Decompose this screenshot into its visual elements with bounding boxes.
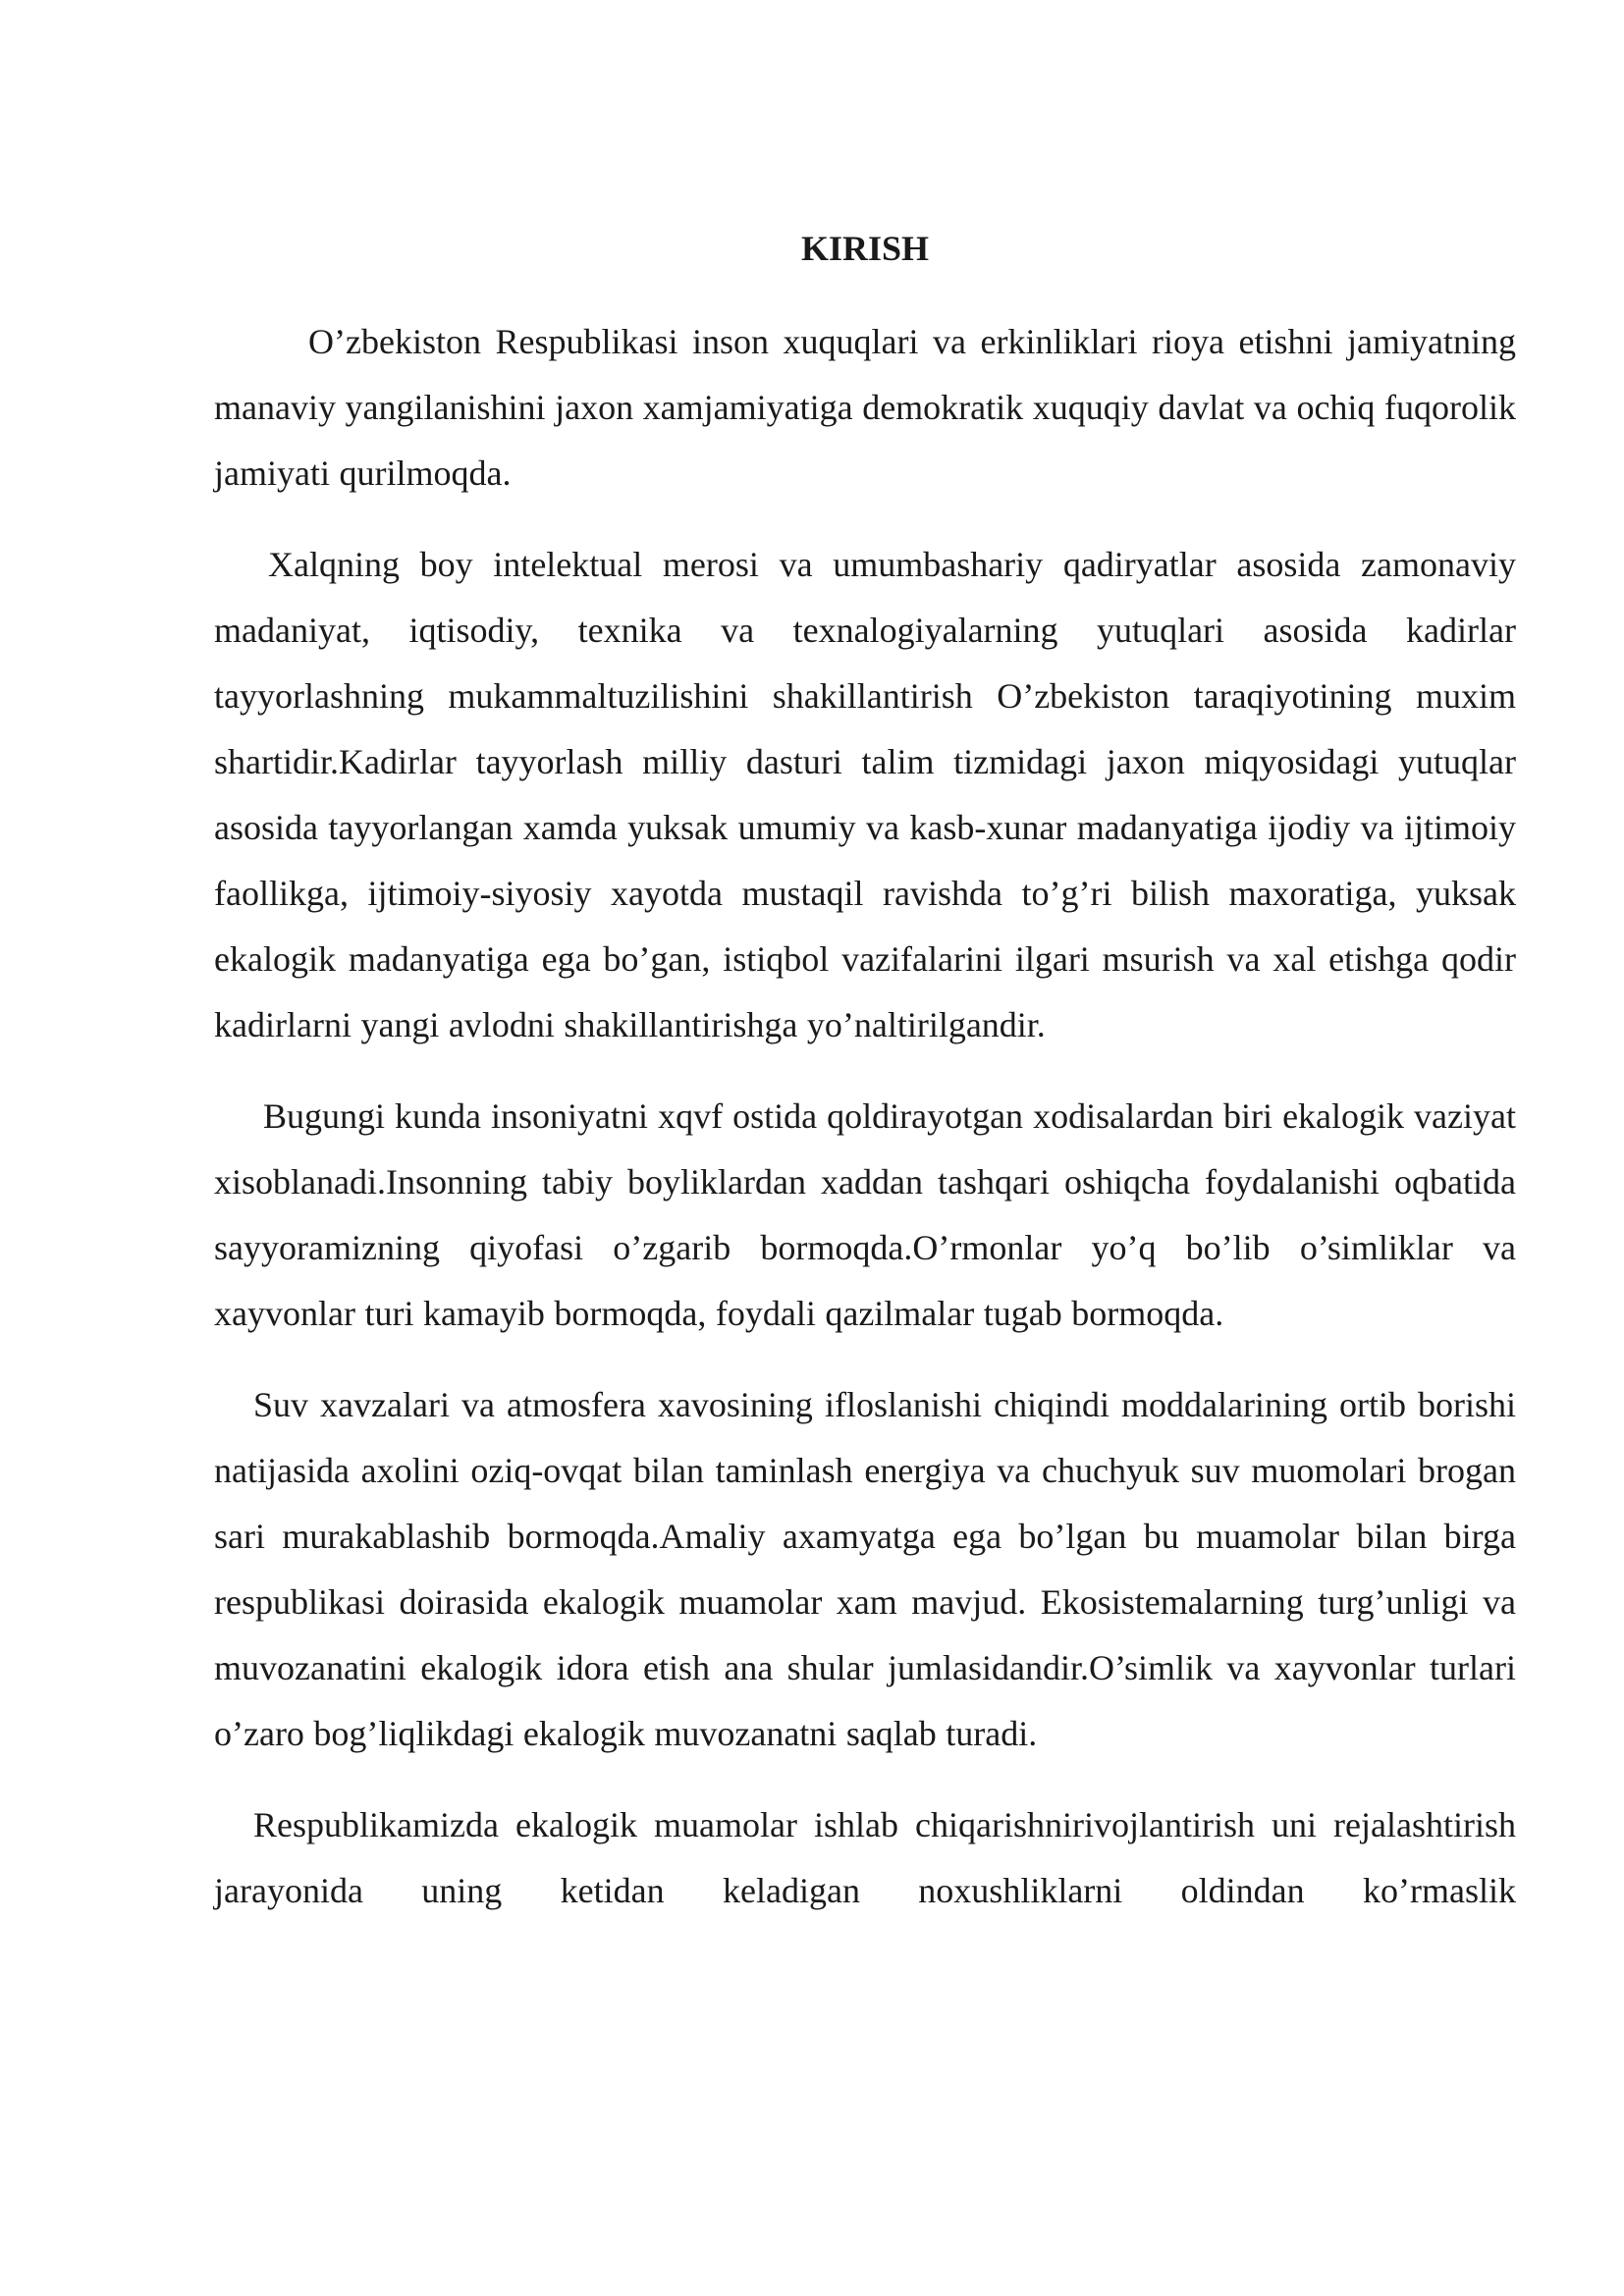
paragraph-3: Bugungi kunda insoniyatni xqvf ostida qoldirayotgan xodisalardan biri ekalogik vaziyat xisoblanadi.Insonning tabiy boyliklardan xaddan tashqari oshiqcha foydalanishi oqbatida sayyoramizning qiyofasi o’zgarib bormoqda.O’rmonlar yo’q bo’lib o’simliklar va xayvonlar turi kamayib bormoqda, foydali qazilmalar tugab bormoqda. (214, 1096, 1516, 1333)
paragraph-2: Xalqning boy intelektual merosi va umumbashariy qadiryatlar asosida zamonaviy madaniyat, iqtisodiy, texnika va texnalogiyalarning yutuqlari asosida kadirlar tayyorlashning mukammaltuzilishini shakillantirish O’zbekiston taraqiyotining muxim shartidir.Kadirlar tayyorlash milliy dasturi talim tizmidagi jaxon miqyosidagi yutuqlar asosida tayyorlangan xamda yuksak umumiy va kasb-xunar madanyatiga ijodiy va ijtimoiy faollikga, ijtimoiy-siyosiy xayotda mustaqil ravishda to’g’ri bilish maxoratiga, yuksak ekalogik madanyatiga ega bo’gan, istiqbol vazifalarini ilgari msurish va xal etishga qodir kadirlarni yangi avlodni shakillantirishga yo’naltirilgandir. (214, 545, 1516, 1044)
paragraph-1: O’zbekiston Respublikasi inson xuquqlari va erkinliklari rioya etishni jamiyatning manaviy yangilanishini jaxon xamjamiyatiga demokratik xuquqiy davlat va ochiq fuqorolik jamiyati qurilmoqda. (214, 322, 1516, 493)
page-title: KIRISH (800, 229, 930, 268)
paragraph-4: Suv xavzalari va atmosfera xavosining ifloslanishi chiqindi moddalarining ortib borishi natijasida axolini oziq-ovqat bilan taminlash energiya va chuchyuk suv muomolari brogan sari murakablashib bormoqda.Amaliy axamyatga ega bo’lgan bu muamolar bilan birga respublikasi doirasida ekalogik muamolar xam mavjud. Ekosistemalarning turg’unligi va muvozanatini ekalogik idora etish ana shular jumlasidandir.O’simlik va xayvonlar turlari o’zaro bog’liqlikdagi ekalogik muvozanatni saqlab turadi. (214, 1385, 1516, 1753)
document-page (214, 216, 1516, 1949)
paragraph-5: Respublikamizda ekalogik muamolar ishlab chiqarishnirivojlantirish uni rejalashtirish jarayonida uning ketidan keladigan noxushliklarni oldindan ko’rmaslik (214, 1805, 1516, 1910)
